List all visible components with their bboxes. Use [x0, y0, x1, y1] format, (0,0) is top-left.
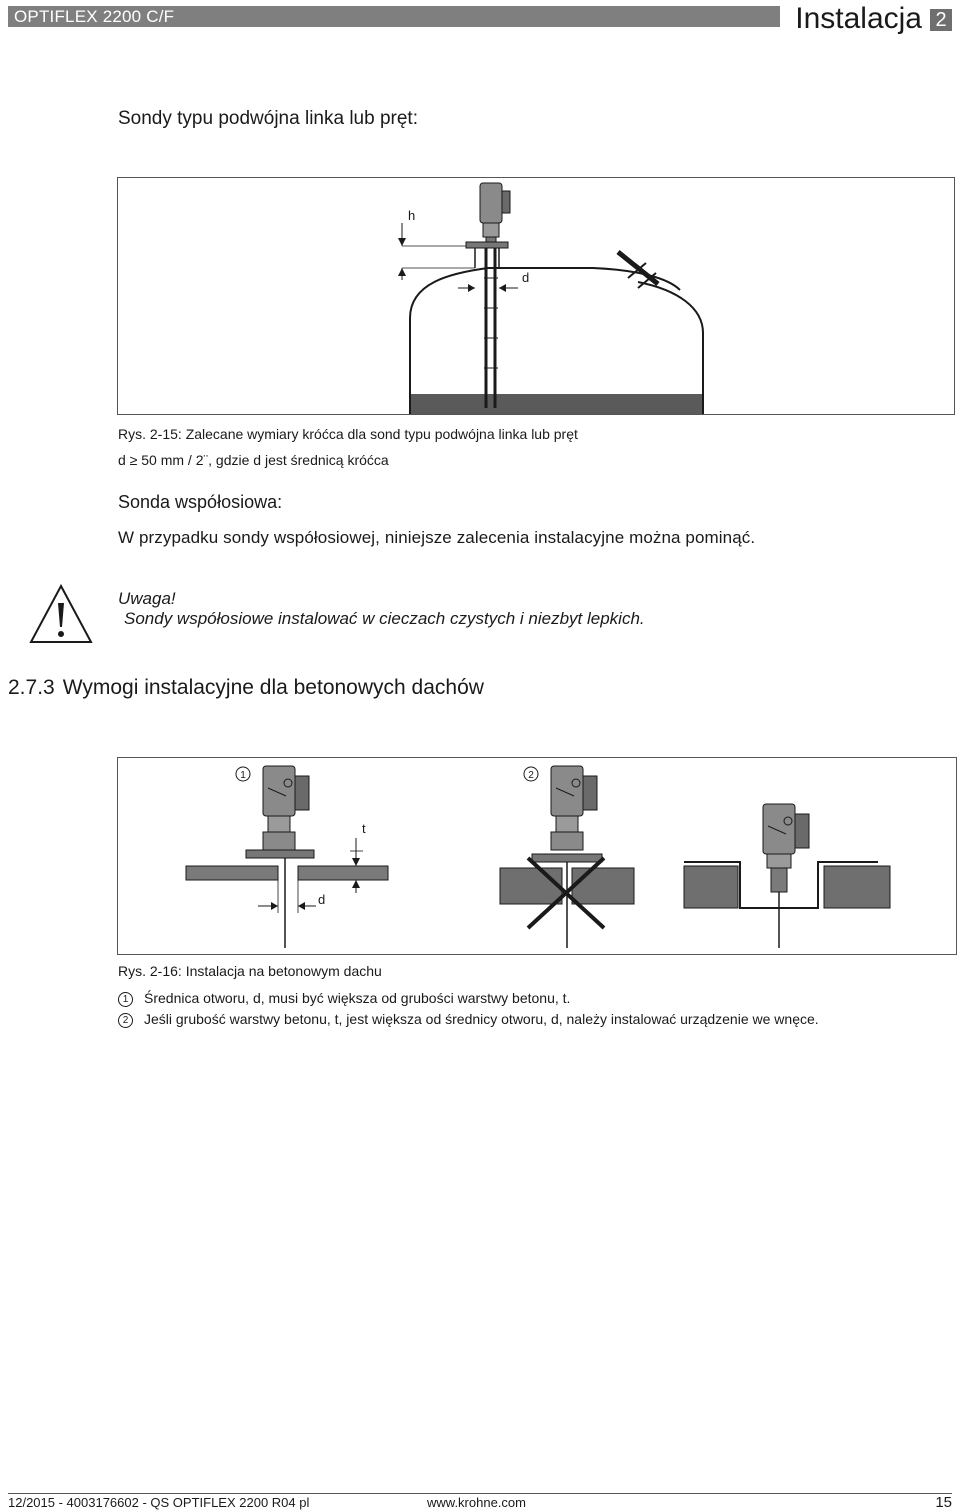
figure-concrete-roof — [117, 757, 957, 955]
label-d: d — [522, 270, 530, 285]
legend-text: Średnica otworu, d, musi być większa od grubości warstwy betonu, t. — [144, 990, 571, 1006]
figure2-caption: Rys. 2-16: Instalacja na betonowym dachu — [118, 963, 382, 979]
label-t: t — [362, 821, 366, 836]
marker-1: 1 — [240, 770, 246, 781]
warning-title: Uwaga! — [118, 589, 176, 608]
product-name: OPTIFLEX 2200 C/F — [14, 7, 175, 26]
section-title: Instalacja — [795, 2, 922, 35]
figure-tank-twin-probe — [117, 177, 955, 415]
marker-2: 2 — [528, 770, 534, 781]
warning-triangle-icon — [28, 583, 94, 650]
label-d2: d — [318, 892, 326, 907]
chapter-badge: 2 — [930, 9, 952, 31]
legend-marker: 2 — [118, 1013, 133, 1028]
section-heading-text: Wymogi instalacyjne dla betonowych dachów — [62, 676, 484, 699]
legend-item-2 — [118, 1011, 819, 1028]
liquid-level — [411, 394, 702, 414]
figure1-note: d ≥ 50 mm / 2¨, gdzie d jest średnicą króćca — [118, 452, 389, 468]
footer-website-link[interactable]: www.krohne.com — [427, 1495, 526, 1510]
coaxial-heading: Sonda współosiowa: — [118, 492, 283, 512]
subtitle: Sondy typu podwójna linka lub pręt: — [118, 108, 418, 129]
section-heading — [8, 676, 484, 700]
coaxial-text: W przypadku sondy współosiowej, niniejsze zalecenia instalacyjne można pominąć. — [118, 528, 756, 547]
legend-item-1 — [118, 990, 570, 1007]
section-number: 2.7.3 — [8, 676, 55, 699]
legend-marker: 1 — [118, 992, 133, 1007]
warning-text: Sondy współosiowe instalować w cieczach czystych i niezbyt lepkich. — [124, 609, 645, 628]
page-number: 15 — [935, 1494, 952, 1511]
label-h: h — [408, 208, 416, 223]
footer-document-id: 12/2015 - 4003176602 - QS OPTIFLEX 2200 R04 pl — [8, 1495, 310, 1510]
tank-diagram — [118, 178, 954, 414]
legend-text: Jeśli grubość warstwy betonu, t, jest większa od średnicy otworu, d, należy instalować urządzenie we wnęce. — [144, 1011, 819, 1027]
concrete-roof-diagram — [118, 758, 956, 954]
figure1-caption: Rys. 2-15: Zalecane wymiary króćca dla sond typu podwójna linka lub pręt — [118, 426, 578, 442]
footer-rule — [8, 1493, 952, 1494]
